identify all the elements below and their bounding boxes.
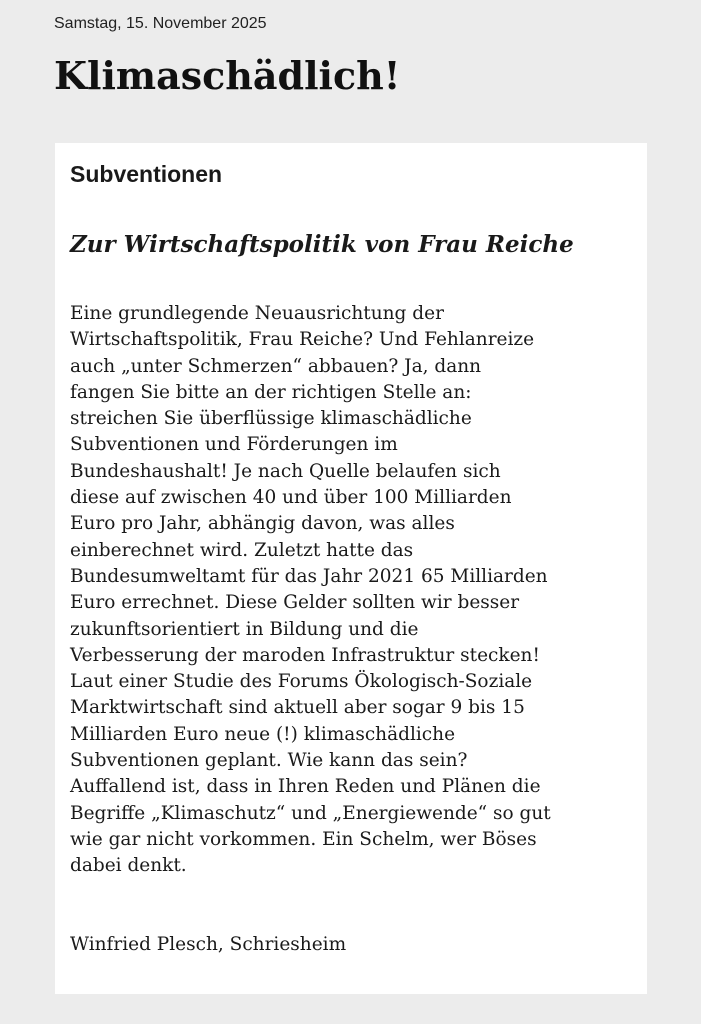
publication-date: Samstag, 15. November 2025 [54, 15, 267, 32]
body-line: Bundesumweltamt für das Jahr 2021 65 Milliarden [70, 565, 548, 587]
headline: Klimaschädlich! [54, 53, 401, 98]
author-signature: Winfried Plesch, Schriesheim [70, 934, 347, 955]
body-line: diese auf zwischen 40 und über 100 Milliarden [70, 487, 512, 509]
body-line: Eine grundlegende Neuausrichtung der [70, 303, 444, 324]
body-line: Verbesserung der maroden Infrastruktur stecken! [70, 644, 540, 666]
body-line: streichen Sie überflüssige klimaschädliche [70, 408, 472, 430]
body-line: Laut einer Studie des Forums Ökologisch-Soziale [70, 671, 533, 693]
body-line: Begriffe „Klimaschutz“ und „Energiewende“ so gut [70, 802, 551, 824]
body-line: Bundeshaushalt! Je nach Quelle belaufen sich [70, 460, 501, 482]
body-line: auch „unter Schmerzen“ abbauen? Ja, dann [70, 355, 482, 377]
section-label: Subventionen [70, 161, 223, 187]
body-line: Wirtschaftspolitik, Frau Reiche? Und Fehlanreize [70, 329, 535, 351]
body-line: Euro pro Jahr, abhängig davon, was alles [70, 513, 455, 535]
letter-card [55, 143, 647, 994]
body-line: wie gar nicht vorkommen. Ein Schelm, wer Böses [70, 828, 537, 850]
body-line: Subventionen und Förderungen im [70, 434, 398, 456]
body-line: einberechnet wird. Zuletzt hatte das [70, 539, 414, 561]
article-subtitle: Zur Wirtschaftspolitik von Frau Reiche [70, 231, 574, 258]
body-line: zukunftsorientiert in Bildung und die [70, 618, 419, 640]
body-line: Milliarden Euro neue (!) klimaschädliche [70, 723, 456, 745]
article-body [70, 301, 635, 880]
body-line: fangen Sie bitte an der richtigen Stelle an: [70, 381, 472, 403]
body-line: dabei denkt. [70, 855, 187, 877]
body-line: Subventionen geplant. Wie kann das sein? [70, 750, 468, 772]
body-line: Euro errechnet. Diese Gelder sollten wir besser [70, 592, 520, 614]
body-line: Auffallend ist, dass in Ihren Reden und Plänen die [70, 776, 541, 798]
body-line: Marktwirtschaft sind aktuell aber sogar 9 bis 15 [70, 697, 525, 719]
